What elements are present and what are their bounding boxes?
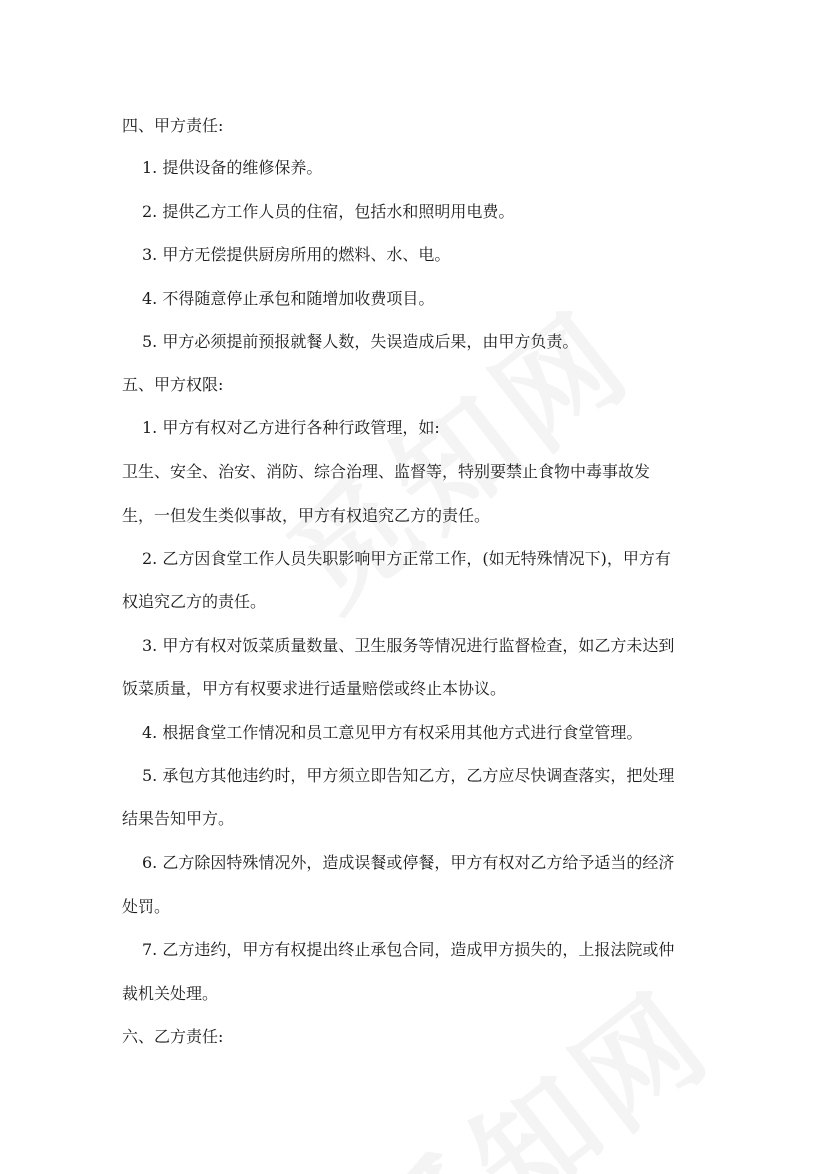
paragraph-line: 处罚。	[122, 897, 171, 916]
list-item: 3. 甲方无偿提供厨房所用的燃料、水、电。	[142, 245, 451, 264]
section-heading: 四、甲方责任:	[122, 116, 224, 135]
list-item: 7. 乙方违约，甲方有权提出终止承包合同，造成甲方损失的，上报法院或仲	[142, 940, 675, 959]
watermark	[328, 927, 751, 1174]
list-item: 1. 提供设备的维修保养。	[142, 158, 323, 177]
list-item: 6. 乙方除因特殊情况外，造成误餐或停餐，甲方有权对乙方给予适当的经济	[142, 853, 675, 872]
section-heading: 五、甲方权限:	[122, 375, 224, 394]
list-item: 2. 乙方因食堂工作人员失职影响甲方正常工作，(如无特殊情况下)，甲方有	[142, 549, 671, 568]
list-item: 1. 甲方有权对乙方进行各种行政管理，如:	[142, 418, 440, 437]
paragraph-line: 生，一但发生类似事故，甲方有权追究乙方的责任。	[122, 506, 491, 525]
list-item: 4. 根据食堂工作情况和员工意见甲方有权采用其他方式进行食堂管理。	[142, 723, 643, 742]
list-item: 5. 甲方必须提前预报就餐人数，失误造成后果，由甲方负责。	[142, 332, 579, 351]
paragraph-line: 权追究乙方的责任。	[122, 592, 267, 611]
paragraph-line: 裁机关处理。	[122, 984, 219, 1003]
list-item: 2. 提供乙方工作人员的住宿，包括水和照明用电费。	[142, 202, 515, 221]
list-item: 3. 甲方有权对饭菜质量数量、卫生服务等情况进行监督检查，如乙方未达到	[142, 636, 675, 655]
list-item: 4. 不得随意停止承包和随增加收费项目。	[142, 289, 435, 308]
list-item: 5. 承包方其他违约时，甲方须立即告知乙方，乙方应尽快调查落实，把处理	[142, 766, 675, 785]
paragraph-line: 结果告知甲方。	[122, 809, 235, 828]
paragraph-line: 饭菜质量，甲方有权要求进行适量赔偿或终止本协议。	[122, 679, 507, 698]
section-heading: 六、乙方责任:	[122, 1027, 224, 1046]
paragraph-line: 卫生、安全、治安、消防、综合治理、监督等，特别要禁止食物中毒事故发	[122, 462, 651, 481]
